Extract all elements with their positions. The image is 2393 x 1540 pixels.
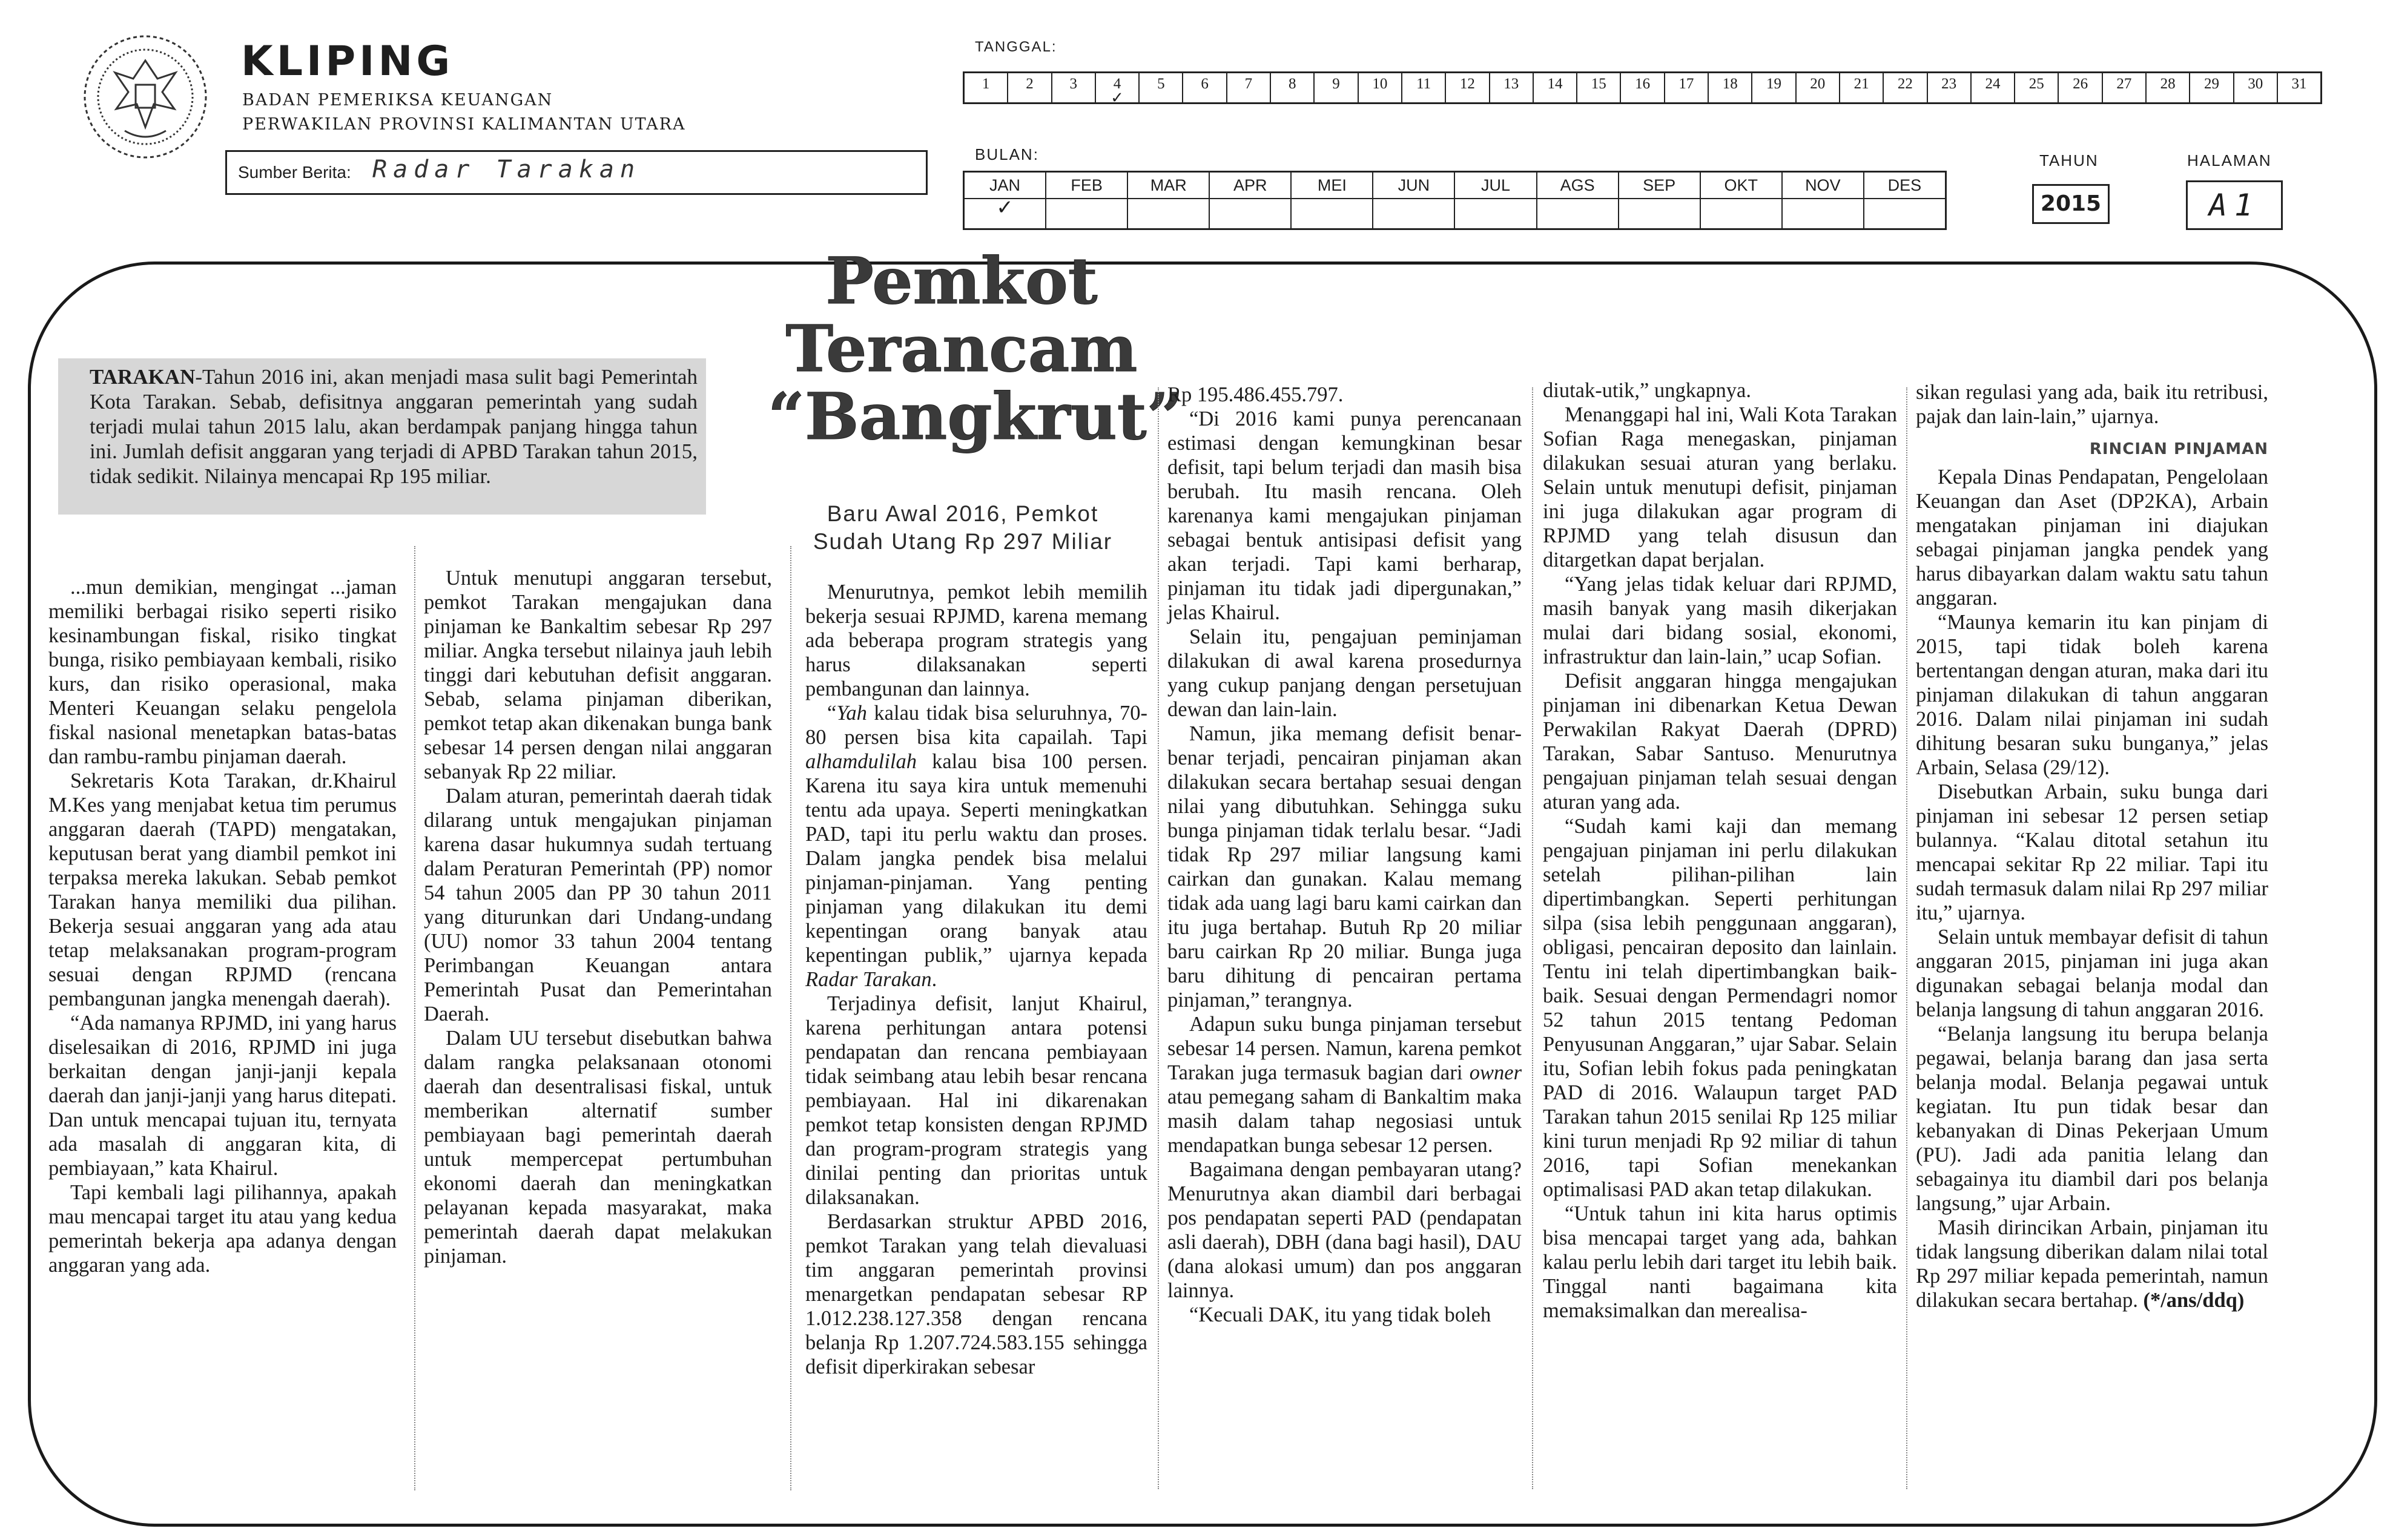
article-column-2 — [424, 566, 772, 1268]
kliping-title: KLIPING — [241, 38, 454, 85]
article-column-5 — [1543, 378, 1897, 1323]
subhead-line2: Sudah Utang Rp 297 Miliar — [813, 529, 1113, 554]
month-cell-jun — [1373, 173, 1455, 228]
day-number: 31 — [2291, 76, 2307, 92]
article-paragraph: Menanggapi hal ini, Wali Kota Tarakan Sofian Raga menegaskan, pinjaman dilakukan sesuai aturan yang berlaku. Selain untuk menutupi defisit, pinjaman ini juga dilakukan agar program di RPJMD yang telah disusun dan ditargetkan dapat berjalan. — [1543, 403, 1897, 571]
day-number: 15 — [1591, 76, 1606, 92]
article-paragraph — [1167, 1012, 1522, 1157]
quote-open: “ — [827, 702, 837, 725]
org-name-line2: PERWAKILAN PROVINSI KALIMANTAN UTARA — [242, 115, 686, 134]
day-cell-9 — [1315, 73, 1358, 102]
month-name: FEB — [1071, 176, 1103, 194]
article-paragraph: Sekretaris Kota Tarakan, dr.Khairul M.Kes yang menjabat ketua tim perumus anggaran daerah (TAPD) mengatakan, keputusan berat yang diambil pemkot ini terpaksa mereka lakukan. Sebab pemkot Tarakan hanya memiliki dua pilihan. Bekerja sesuai anggaran yang ada atau tetap melaksanakan program-program sesuai dengan RPJMD (rencana pembangunan jangka menengah daerah). — [48, 769, 397, 1010]
news-source-value: Radar Tarakan — [372, 156, 641, 183]
day-number: 21 — [1853, 76, 1869, 92]
article-paragraph: Bagaimana dengan pembayaran utang? Menurutnya akan diambil dari berbagai pos pendapatan seperti PAD (pendapatan asli daerah), DBH (dana bagi hasil), DAU (dana alokasi umum) dan pos anggaran lainnya. — [1167, 1158, 1522, 1302]
article-column-1 — [48, 575, 397, 1277]
day-cell-19 — [1752, 73, 1796, 102]
headline-line1: Pemkot — [825, 243, 1098, 318]
article-paragraph: ...mun demikian, mengingat ...jaman memiliki berbagai risiko seperti risiko kesinambungan fiskal, risiko tingkat bunga, risiko pembiayaan kembali, risiko kurs, dan risiko operasional, maka Menteri Keuangan selaku pengelola fiskal nasional menetapkan batas-batas dan rambu-rambu pinjaman daerah. — [48, 576, 397, 768]
article-paragraph — [805, 701, 1147, 992]
lead-dateline: TARAKAN — [90, 365, 196, 389]
day-cell-18 — [1709, 73, 1752, 102]
day-number: 4 — [1113, 76, 1121, 92]
month-cell-mar — [1128, 173, 1210, 228]
check-mark-icon: ✓ — [1111, 89, 1124, 107]
month-name: OKT — [1724, 176, 1758, 194]
day-cell-31 — [2278, 73, 2320, 102]
day-cell-22 — [1884, 73, 1927, 102]
month-name: JUN — [1398, 176, 1430, 194]
day-number: 14 — [1547, 76, 1563, 92]
month-cell-jan — [965, 173, 1046, 228]
day-number: 30 — [2248, 76, 2263, 92]
day-cell-7 — [1227, 73, 1271, 102]
day-number: 20 — [1810, 76, 1826, 92]
article-paragraph: “Untuk tahun ini kita harus optimis bisa mencapai target yang ada, bahkan kalau perlu lebih dari target itu lebih baik. Tinggal nanti bagaimana kita memaksimalkan dan merealisa- — [1543, 1202, 1897, 1322]
day-number: 9 — [1332, 76, 1340, 92]
article-paragraph: “Kecuali DAK, itu yang tidak boleh — [1189, 1303, 1491, 1326]
article-paragraph: Terjadinya defisit, lanjut Khairul, karena perhitungan antara potensi pendapatan dan rencana pembiayaan tidak seimbang atau lebih besar rencana pembiayaan. Hal ini dikarenakan pemkot tetap konsisten dengan RPJMD dan program-program strategis yang dinilai penting dan prioritas untuk dilaksanakan. — [805, 992, 1147, 1209]
text-run: Masih dirincikan Arbain, pinjaman itu tidak langsung diberikan dalam nilai total Rp 297 miliar kepada pemerintah, namun dilakukan secara bertahap. — [1916, 1216, 2268, 1312]
month-name: MEI — [1317, 176, 1347, 194]
article-paragraph: Kepala Dinas Pendapatan, Pengelolaan Keuangan dan Aset (DP2KA), Arbain mengatakan pinjaman ini diajukan sebagai pinjaman jangka pendek yang harus dibayarkan dalam waktu satu tahun anggaran. — [1916, 466, 2268, 610]
column-divider — [1906, 387, 1907, 1489]
article-paragraph: Tapi kembali lagi pilihannya, apakah mau mencapai target itu atau yang kedua pemerintah bekerja apa adanya dengan anggaran yang ada. — [48, 1181, 397, 1277]
month-name: SEP — [1643, 176, 1676, 194]
month-name: AGS — [1560, 176, 1595, 194]
article-paragraph: Untuk menutupi anggaran tersebut, pemkot Tarakan mengajukan dana pinjaman ke Bankaltim sebesar Rp 297 miliar. Angka tersebut nilainya jauh lebih tinggi dari kebutuhan defisit anggaran. Sebab, selama pinjaman diberikan, pemkot tetap akan dikenakan bunga bank sebesar 14 persen dengan nilai anggaran sebanyak Rp 22 miliar. — [424, 567, 772, 783]
day-cell-13 — [1490, 73, 1534, 102]
article-paragraph: Menurutnya, pemkot lebih memilih bekerja sesuai RPJMD, karena memang ada beberapa program strategis yang harus dilaksanakan seperti pembangunan dan lainnya. — [805, 581, 1147, 700]
article-paragraph: Selain untuk membayar defisit di tahun anggaran 2015, pinjaman ini juga akan digunakan sebagai belanja modal dan belanja langsung di tahun anggaran 2016. — [1916, 926, 2268, 1021]
month-cell-des — [1864, 173, 1945, 228]
article-column-4 — [1167, 383, 1522, 1327]
day-cell-16 — [1621, 73, 1665, 102]
day-cell-15 — [1577, 73, 1621, 102]
day-cell-11 — [1402, 73, 1446, 102]
column-divider — [1532, 387, 1533, 1489]
article-paragraph: “Belanja langsung itu berupa belanja pegawai, belanja barang dan jasa serta belanja modal. Belanja pegawai untuk kegiatan. Itu pun tidak besar dan kebanyakan di Dinas Pekerjaan Umum (PU). Jadi ada panitia lelang dan sebagainya itu diambil dari pos belanja langsung,” ujar Arbain. — [1916, 1022, 2268, 1215]
column-divider — [414, 546, 415, 1490]
day-cell-1 — [965, 73, 1008, 102]
garuda-emblem-icon — [73, 24, 218, 169]
month-cell-mei — [1292, 173, 1373, 228]
article-paragraph: “Yang jelas tidak keluar dari RPJMD, masih banyak yang masih dikerjakan mulai dari bidang sosial, ekonomi, infrastruktur dan lain-lain,” ucap Sofian. — [1543, 573, 1897, 668]
month-cell-nov — [1783, 173, 1864, 228]
news-source-label: Sumber Berita: — [238, 163, 351, 182]
column-divider — [790, 546, 791, 1490]
article-column-6 — [1916, 380, 2268, 1312]
month-grid — [963, 171, 1947, 230]
headline-line3: “Bangkrut” — [768, 378, 1184, 454]
day-cell-14 — [1534, 73, 1577, 102]
article-paragraph: Disebutkan Arbain, suku bunga dari pinjaman ini sebesar 12 persen setiap bulannya. “Kalau ditotal setahun itu mencapai sekitar Rp 22 miliar. Tapi itu sudah termasuk dalam nilai Rp 297 miliar itu,” ujarnya. — [1916, 780, 2268, 924]
day-cell-26 — [2059, 73, 2102, 102]
article-paragraph: “Maunya kemarin itu kan pinjam di 2015, tapi tidak boleh karena bertentangan dengan aturan, maka dari itu pinjaman dilakukan di tahun anggaran 2016. Dalam nilai pinjaman ini sudah dihitung besaran suku bunganya,” jelas Arbain, Selasa (29/12). — [1916, 611, 2268, 779]
month-cell-okt — [1701, 173, 1783, 228]
text-run: kalau tidak bisa seluruhnya, 70-80 persen bisa kita capailah. Tapi — [805, 702, 1147, 749]
day-number: 22 — [1897, 76, 1913, 92]
day-cell-17 — [1665, 73, 1709, 102]
month-cell-apr — [1210, 173, 1292, 228]
article-paragraph: Dalam UU tersebut disebutkan bahwa dalam rangka pelaksanaan otonomi daerah dan desentralisasi fiskal, untuk memberikan alternatif sumber pembiayaan bagi pemerintah daerah untuk mempercepat pertumbuhan ekonomi daerah dan meningkatkan pelayanan kepada masyarakat, maka pemerintah daerah dapat melakukan pinjaman. — [424, 1027, 772, 1268]
month-name: MAR — [1150, 176, 1187, 194]
article-paragraph — [1916, 1216, 2268, 1312]
day-number: 13 — [1503, 76, 1519, 92]
day-number: 3 — [1069, 76, 1077, 92]
article-paragraph: Berdasarkan struktur APBD 2016, pemkot Tarakan yang telah dievaluasi tim anggaran pemerintah provinsi menargetkan pendapatan sebesar RP 1.012.238.127.358 dengan rencana belanja Rp 1.207.724.583.155 sehingga defisit diperkirakan sebesar — [805, 1210, 1147, 1378]
text-run: Adapun suku bunga pinjaman tersebut sebesar 14 persen. Namun, karena pemkot Tarakan juga termasuk bagian dari — [1167, 1013, 1522, 1084]
day-number: 10 — [1372, 76, 1388, 92]
day-cell-29 — [2190, 73, 2234, 102]
day-cell-6 — [1183, 73, 1227, 102]
article-paragraph: Rp 195.486.455.797. — [1167, 383, 1344, 406]
day-number: 1 — [982, 76, 990, 92]
day-number: 28 — [2160, 76, 2176, 92]
month-cell-sep — [1619, 173, 1701, 228]
article-column-3 — [805, 580, 1147, 1379]
month-name: NOV — [1805, 176, 1841, 194]
news-source-field — [225, 150, 928, 195]
day-number: 6 — [1201, 76, 1209, 92]
month-name: JUL — [1481, 176, 1511, 194]
page-label: HALAMAN — [2187, 151, 2272, 169]
day-number: 17 — [1678, 76, 1694, 92]
check-mark-icon: ✓ — [996, 196, 1014, 219]
day-cell-27 — [2103, 73, 2147, 102]
text-run: . — [931, 968, 937, 991]
date-label: TANGGAL: — [975, 39, 1057, 55]
day-cell-25 — [2015, 73, 2059, 102]
month-name: JAN — [989, 176, 1021, 194]
newspaper-name: Radar Tarakan — [805, 968, 932, 991]
text-run: kalau bisa 100 persen. Karena itu saya kira untuk memenuhi tentu ada upaya. Seperti meningkatkan PAD, tapi itu perlu waktu dan proses. Dalam jangka pendek bisa melalui pinjaman-pinjaman. Yang penting pinjaman yang dilakukan itu demi kepentingan orang banyak atau kepentingan publik,” ujarnya kepada — [805, 750, 1147, 967]
day-number: 12 — [1459, 76, 1475, 92]
org-name-line1: BADAN PEMERIKSA KEUANGAN — [242, 91, 553, 110]
article-paragraph: “Di 2016 kami punya perencanaan estimasi dengan kemungkinan besar defisit, tapi belum terjadi dan masih bisa berubah. Itu masih rencana. Oleh karenanya kami mengajukan pinjaman sebagai bentuk antisipasi defisit yang akan terjadi. Tapi kami berharap, pinjaman itu tidak jadi dipergunakan,” jelas Khairul. — [1167, 407, 1522, 624]
headline — [768, 243, 1184, 454]
month-cell-ags — [1537, 173, 1619, 228]
lead-text: -Tahun 2016 ini, akan menjadi masa sulit bagi Pemerintah Kota Tarakan. Sebab, defisitnya anggaran pemerintah yang sudah terjadi mulai tahun 2015 lalu, akan berdampak panjang hingga tahun ini. Jumlah defisit anggaran yang terjadi di APBD Tarakan tahun 2015, tidak sedikit. Nilainya mencapai Rp 195 miliar. — [90, 365, 698, 488]
article-paragraph: diutak-utik,” ungkapnya. — [1543, 379, 1751, 402]
subhead-line1: Baru Awal 2016, Pemkot — [827, 501, 1099, 526]
day-grid — [963, 71, 2322, 107]
day-number: 11 — [1416, 76, 1431, 92]
day-cell-21 — [1840, 73, 1884, 102]
day-cell-4 — [1096, 73, 1140, 107]
article-paragraph: Dalam aturan, pemerintah daerah tidak dilarang untuk mengajukan pinjaman karena dasar hukumnya sudah tertuang dalam Peraturan Pemerintah (PP) nomor 54 tahun 2005 dan PP 30 tahun 2011 yang diturunkan dari Undang-undang (UU) nomor 33 tahun 2004 tentang Perimbangan Keuangan antara Pemerintah Pusat dan Pemerintahan Daerah. — [424, 785, 772, 1025]
day-number: 27 — [2116, 76, 2132, 92]
day-number: 8 — [1288, 76, 1296, 92]
section-heading: RINCIAN PINJAMAN — [2089, 440, 2268, 458]
day-cell-28 — [2147, 73, 2190, 102]
article-paragraph: “Ada namanya RPJMD, ini yang harus diselesaikan di 2016, RPJMD ini juga berkaitan dengan janji-janji kepala daerah dan janji-janji yang harus ditepati. Dan untuk mencapai tujuan itu, ternyata ada masalah di anggaran kita, di pembiayaan,” kata Khairul. — [48, 1012, 397, 1180]
italic-word: owner — [1469, 1061, 1522, 1084]
month-name: DES — [1887, 176, 1922, 194]
page-value: A1 — [2186, 180, 2283, 230]
day-number: 26 — [2073, 76, 2088, 92]
month-cell-jul — [1455, 173, 1537, 228]
month-name: APR — [1233, 176, 1267, 194]
day-number: 25 — [2028, 76, 2044, 92]
day-number: 2 — [1026, 76, 1034, 92]
day-number: 16 — [1635, 76, 1651, 92]
day-cell-3 — [1052, 73, 1096, 102]
day-cell-23 — [1928, 73, 1972, 102]
day-cell-24 — [1972, 73, 2015, 102]
day-number: 24 — [1985, 76, 2001, 92]
headline-line2: Terancam — [785, 311, 1138, 386]
day-number: 7 — [1244, 76, 1253, 92]
text-run: atau pemegang saham di Bankaltim maka masih dalam tahap negosiasi untuk mendapatkan bunga sebesar 12 persen. — [1167, 1085, 1522, 1157]
day-cell-5 — [1140, 73, 1183, 102]
lead-paragraph — [58, 358, 706, 515]
italic-word: alhamdulilah — [805, 750, 917, 773]
day-number: 5 — [1157, 76, 1165, 92]
column-divider — [1158, 387, 1159, 1489]
day-number: 18 — [1722, 76, 1738, 92]
subheadline — [769, 500, 1157, 556]
day-number: 29 — [2203, 76, 2219, 92]
article-paragraph: Defisit anggaran hingga mengajukan pinjaman ini dibenarkan Ketua Dewan Perwakilan Rakyat Daerah (DPRD) Tarakan, Sabar Santuso. Menurutnya pengajuan pinjaman telah sesuai dengan aturan yang ada. — [1543, 670, 1897, 814]
month-label: BULAN: — [975, 145, 1039, 163]
month-cell-feb — [1046, 173, 1128, 228]
author-signoff: (*/ans/ddq) — [2143, 1289, 2245, 1312]
article-paragraph: Selain itu, pengajuan peminjaman dilakukan di awal karena prosedurnya yang cukup panjang dengan persetujuan dewan dan lain-lain. — [1167, 625, 1522, 721]
article-paragraph: “Sudah kami kaji dan memang pengajuan pinjaman ini perlu dilakukan setelah pilihan-pilihan lain dipertimbangkan. Seperti perhitungan silpa (sisa lebih penggunaan anggaran), obligasi, pencairan deposito dan lainlain. Tentu ini telah dipertimbangkan baik-baik. Sesuai dengan Permendagri nomor 52 tahun 2015 tentang Pedoman Penyusunan Anggaran,” ujar Sabar. Selain itu, Sofian lebih fokus pada peningkatan PAD di 2016. Walaupun target PAD Tarakan tahun 2015 senilai Rp 125 miliar kini turun menjadi Rp 92 miliar di tahun 2016, tapi Sofian menekankan optimalisasi PAD akan tetap dilakukan. — [1543, 815, 1897, 1201]
day-cell-30 — [2234, 73, 2278, 102]
day-cell-20 — [1797, 73, 1840, 102]
day-number: 23 — [1941, 76, 1957, 92]
year-value: 2015 — [2032, 184, 2110, 224]
day-cell-12 — [1446, 73, 1490, 102]
article-paragraph: Namun, jika memang defisit benar-benar terjadi, pencairan pinjaman akan dilakukan secara bertahap sesuai dengan nilai yang dibutuhkan. Sehingga suku bunga pinjaman tidak terlalu besar. “Jadi tidak Rp 297 miliar langsung kami cairkan dan gunakan. Kalau memang tidak ada uang lagi baru kami cairkan dan itu juga bertahap. Butuh Rp 20 miliar baru cairkan Rp 20 miliar. Bunga juga baru dihitung di pencairan pertama pinjaman,” terangnya. — [1167, 722, 1522, 1012]
day-cell-2 — [1008, 73, 1052, 102]
day-cell-8 — [1271, 73, 1315, 102]
article-paragraph: sikan regulasi yang ada, baik itu retribusi, pajak dan lain-lain,” ujarnya. — [1916, 381, 2268, 428]
year-label: TAHUN — [2039, 151, 2099, 169]
italic-word: Yah — [836, 702, 867, 725]
day-cell-10 — [1359, 73, 1402, 102]
day-number: 19 — [1766, 76, 1781, 92]
